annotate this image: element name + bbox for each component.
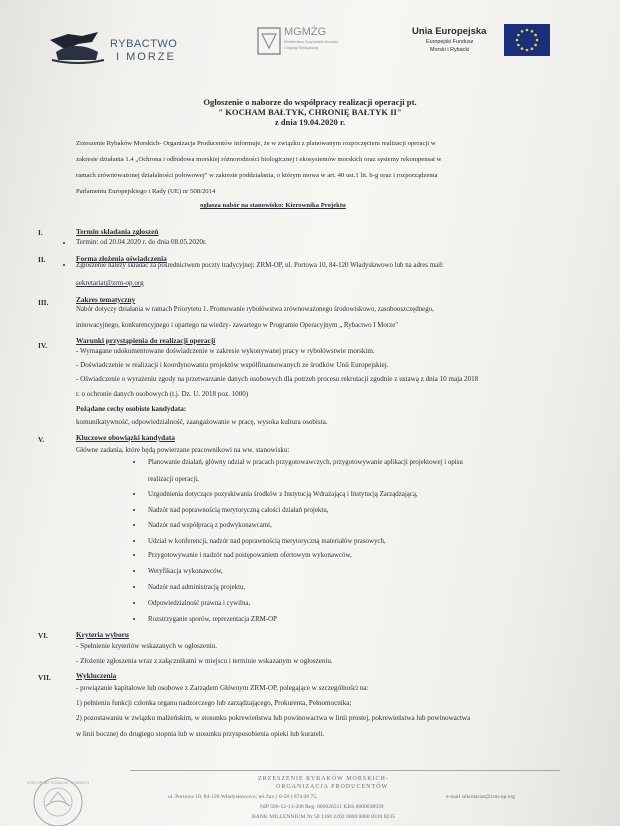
section-7-item: 1) pełnieniu funkcji członka organu nadzorczego lub zarządzającego, Prokurenta, Pełnomocnika; xyxy=(76,699,352,707)
section-4-item: - Doświadczenie w realizacji i koordynowaniu projektów współfinansowanych ze środków Unii Europejskiej. xyxy=(76,361,389,369)
section-6-item: - Spełnienie kryteriów wskazanych w ogłoszeniu. xyxy=(76,642,218,650)
section-5-item: Uzgodnienia dotyczące pozyskiwania środków z Instytucją Wdrażającą i Instytucją Zarządzającą, xyxy=(148,491,418,498)
section-5-item: Udział w konferencji, nadzór nad poprawnością merytoryczną materiałów prasowych, xyxy=(148,538,386,545)
section-6-item: - Złożenie zgłoszenia wraz z załącznikami w miejscu i terminie wskazanym w ogłoszeniu. xyxy=(76,657,333,665)
section-4-item: - Wymagane udokumentowane doświadczenie w zakresie wykonywanej pracy w rybołówstwie morskim. xyxy=(76,347,375,355)
section-5-item: Przygotowywanie i nadzór nad postępowaniem ofertowym wykonawców, xyxy=(148,552,352,559)
section-5-number: V. xyxy=(38,435,45,444)
footer-divider xyxy=(130,770,560,771)
footer-org1: ZRZESZENIE RYBAKÓW MORSKICH- xyxy=(258,776,389,782)
footer-bank: BANK MILLENNIUM Nr 50 1160 2202 0000 0000 8310 0235 xyxy=(252,814,395,820)
section-2-number: II. xyxy=(38,255,46,264)
footer-org2: ORGANIZACJA PRODUCENTÓW xyxy=(276,784,389,790)
footer-nip: NIP 586-12-13-208 Reg. 000026511 KRS 0000038939 xyxy=(260,804,384,810)
bullet xyxy=(63,264,65,266)
organization-seal-icon xyxy=(26,772,90,826)
section-4-item: r. o ochronie danych osobowych (t.j. Dz. U. 2018 poz. 1000) xyxy=(76,390,249,398)
section-6-title: Kryteria wyboru xyxy=(76,630,129,639)
mgmzs-logo xyxy=(256,22,376,62)
section-5-item: Planowanie działań, główny udział w pracach przygotowawczych, przygotowywanie aplikacji projektowej i opisu xyxy=(148,459,463,466)
title-line3: z dnia 19.04.2020 r. xyxy=(274,117,346,127)
section-5-item: Nadzór nad administracją projektu, xyxy=(148,584,246,591)
section-1-text: Termin: od 20.04.2020 r. do dnia 08.05.2020r. xyxy=(76,238,207,246)
section-7-item: w linii bocznej do drugiego stopnia lub w stosunku przysposobienia opieki lub kurateli. xyxy=(76,730,325,738)
section-5-item: Odpowiedzialność prawna i cywilna, xyxy=(148,600,251,607)
desired-traits-text: komunikatywność, odpowiedzialność, zaangażowanie w pracę, wysoka kultura osobista. xyxy=(76,418,328,426)
eu-stars-icon xyxy=(504,24,550,56)
section-3-title: Zakres tematyczny xyxy=(76,295,136,304)
footer-email: e-mail sekretariat@zrm-op.org xyxy=(446,794,516,800)
bullet xyxy=(133,570,135,572)
intro-line4: Parlamentu Europejskiego i Rady (UE) nr 508/2014 xyxy=(76,188,216,195)
title-line2: " KOCHAM BAŁTYK, CHRONIĘ BAŁTYK II" xyxy=(218,107,402,117)
bullet xyxy=(133,509,135,511)
section-3-text1: Nabór dotyczy działania w ramach Priorytetu 1. Promowanie rybołówstwa zrównoważonego środowiskowo, zasobooszczędnego, xyxy=(76,306,434,313)
section-2-text1: Zgłoszenie należy składać za pośrednictwem poczty tradycyjnej: ZRM-OP, ul. Portowa 10, 84-120 Władysławowo lub na adres mail: xyxy=(76,262,444,269)
eu-line1: Europejski Fundusz xyxy=(426,39,474,45)
section-5-item: Nadzór nad poprawnością merytoryczną całości działań projektu, xyxy=(148,507,329,514)
section-7-item: - powiązanie kapitałowe lub osobowe z Zarządem Głównym ZRM-OP, polegające w szczególności na: xyxy=(76,684,369,692)
intro-line3: ramach zrównoważonej działalności połowowej" w zakresie poddziałania, o którym mowa w art. 40 ust.1 lit. b-g oraz i rozporządzenia xyxy=(76,172,438,179)
section-1-number: I. xyxy=(38,228,43,237)
fish-boat-icon xyxy=(48,30,106,64)
bullet xyxy=(133,586,135,588)
bullet xyxy=(133,618,135,620)
rybactwo-line1: RYBACTWO xyxy=(110,38,178,50)
bullet xyxy=(133,602,135,604)
section-5-title: Kluczowe obowiązki kandydata xyxy=(76,433,175,442)
eu-line2: Morski i Rybacki xyxy=(430,47,470,53)
eu-title: Unia Europejska xyxy=(412,26,487,37)
eu-flag xyxy=(504,24,550,56)
desired-traits-title: Pożądane cechy osobiste kandydata: xyxy=(76,405,187,413)
title-line1: Ogłoszenie o naborze do współpracy realizacji operacji pt. xyxy=(203,97,417,107)
section-3-text2: innowacyjnego, konkurencyjnego i opartego na wiedzy- zawartego w Programie Operacyjnym „ Rybactwo I Morze" xyxy=(76,322,399,329)
section-5-item: Rozstrzyganie sporów, reprezentacja ZRM-OP xyxy=(148,616,277,623)
bullet xyxy=(133,493,135,495)
section-7-title: Wykluczenia xyxy=(76,671,117,680)
section-7-number: VII. xyxy=(38,673,51,682)
section-2-title: Forma złożenia oświadczenia xyxy=(76,254,167,263)
bullet xyxy=(133,461,135,463)
footer-address: ul. Portowa 10, 84-120 Władysławowo; tel./fax ( 0-58 ) 674 06 75, xyxy=(168,794,318,800)
mgmzs-line2: i Żeglugi Śródlądowej xyxy=(284,46,319,50)
section-4-title: Warunki przystąpienia do realizacji operacji xyxy=(76,336,216,345)
section-3-number: III. xyxy=(38,298,49,307)
ministry-emblem-icon xyxy=(256,26,282,56)
section-5-item: Nadzór nad współpracą z podwykonawcami, xyxy=(148,522,272,529)
section-6-number: VI. xyxy=(38,631,48,640)
announcement: ogłasza nabór na stanowisko: Kierownika Projektu xyxy=(200,202,346,209)
rybactwo-line2: I MORZE xyxy=(116,51,176,63)
intro-line1: Zrzeszenie Rybaków Morskich- Organizacja Producentów informuje, że w związku z planowanym rozpoczęciem realizacji operacji w xyxy=(76,140,436,147)
mgmzs-name: MGMŻG xyxy=(284,26,327,38)
bullet xyxy=(133,540,135,542)
rybactwo-logo xyxy=(48,22,198,72)
eu-logo xyxy=(412,22,572,62)
intro-line2: zakresie działania 1.4 „Ochrona i odbudowa morskiej różnorodności biologicznej i ekosystemów morskich oraz systemy rekompensat w xyxy=(76,156,442,163)
section-5-intro: Główne zadania, które będą powierzane pracownikowi na ww. stanowisku: xyxy=(76,446,290,454)
mgmzs-line1: Ministerstwo Gospodarki Morskiej xyxy=(284,40,338,44)
bullet xyxy=(133,524,135,526)
section-7-item: 2) pozostawaniu w związku małżeńskim, w stosunku pokrewieństwa lub powinowactwa w linii prostej, pokrewieństwa lub powinowactwa xyxy=(76,714,471,722)
section-2-email: sekretariat@zrm-op.org xyxy=(76,279,144,287)
seal-text: ZRZESZENIE RYBAKÓW MORSKICH xyxy=(26,781,90,785)
section-4-number: IV. xyxy=(38,341,47,350)
section-1-title: Termin składania zgłoszeń xyxy=(76,227,159,236)
section-5-item-continuation: realizacji operacji, xyxy=(148,476,199,483)
bullet xyxy=(133,554,135,556)
bullet xyxy=(63,242,65,244)
section-4-item: - Oświadczenie o wyrażeniu zgody na przetwarzanie danych osobowych dla potrzeb procesu rekrutacji zgodnie z ustawą z dnia 10 maja 2018 xyxy=(76,375,479,383)
section-5-item: Weryfikacja wykonawców, xyxy=(148,568,223,575)
